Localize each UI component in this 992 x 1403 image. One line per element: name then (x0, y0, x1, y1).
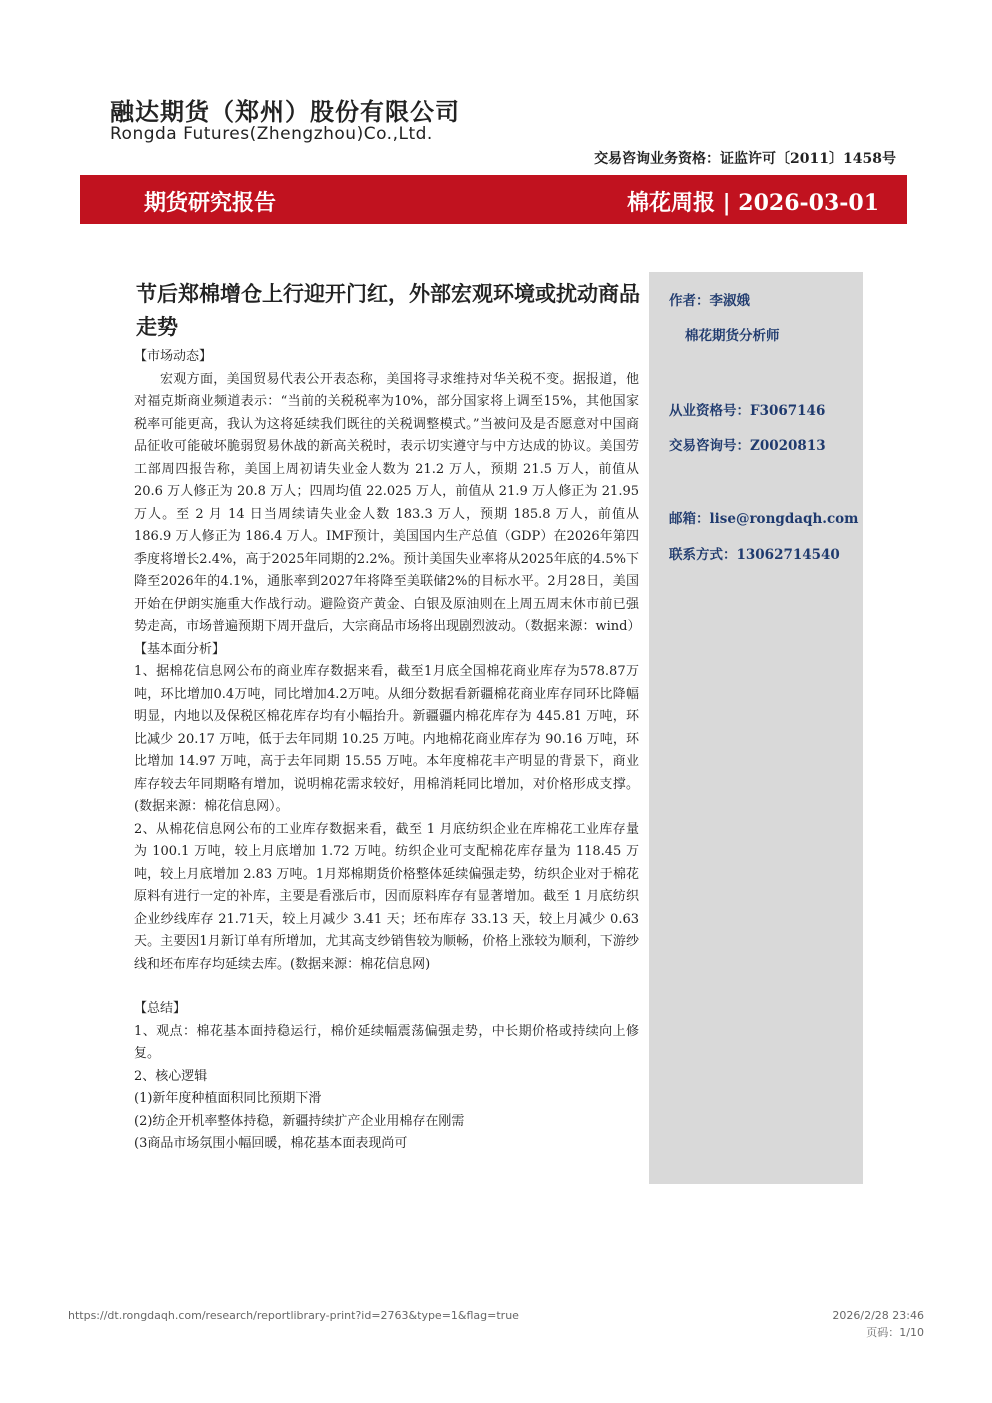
report-content (134, 346, 639, 1156)
section-heading-market: 【市场动态】 (134, 349, 213, 364)
company-name-cn: 融达期货（郑州）股份有限公司 (110, 97, 460, 126)
summary-logic-item-1: (1)新年度种植面积同比预期下滑 (134, 1091, 322, 1106)
license-info: 交易咨询业务资格：证监许可〔2011〕1458号 (594, 151, 896, 167)
report-series-date: 棉花周报 | 2026-03-01 (626, 190, 879, 216)
author-name: 作者：李淑娥 (669, 293, 750, 309)
author-role: 棉花期货分析师 (685, 328, 780, 344)
summary-logic-item-2: (2)纺企开机率整体持稳，新疆持续扩产企业用棉存在刚需 (134, 1113, 465, 1129)
qualification-number: 从业资格号：F3067146 (669, 403, 826, 419)
author-phone: 联系方式：13062714540 (669, 547, 840, 563)
report-type-label: 期货研究报告 (144, 190, 277, 216)
company-name-en: Rongda Futures(Zhengzhou)Co.,Ltd. (110, 124, 433, 144)
fundamentals-paragraph-2: 2、从棉花信息网公布的工业库存数据来看，截至 1 月底纺织企业在库棉花工业库存量为 100.1 万吨，较上月底增加 1.72 万吨。纺织企业可支配棉花库存量为 118.45 万吨，较上月底增加 2.83 万吨。1月郑棉期货价格整体延续偏强走势，纺织企业对于棉花原料有进行一定的补库，主要是看涨后市，因而原料库存有显著增加。截至 1 月底纺织企业纱线库存 21.71天，较上月减少 3.41 天；坯布库存 33.13 天，较上月减少 0.63天。主要因1月新订单有所增加，尤其高支纱销售较为顺畅，价格上涨较为顺利，下游纱线和坯布库存均延续去库。(数据来源：棉花信息网) (134, 821, 639, 972)
author-sidebar (649, 272, 863, 1184)
summary-view: 1、观点：棉花基本面持稳运行，棉价延续幅震荡偏强走势，中长期价格或持续向上修复。 (134, 1023, 639, 1061)
footer-page-number: 页码：1/10 (866, 1326, 924, 1339)
report-banner (80, 175, 907, 224)
consult-number: 交易咨询号：Z0020813 (669, 438, 826, 454)
fundamentals-paragraph-1: 1、据棉花信息网公布的商业库存数据来看，截至1月底全国棉花商业库存为578.87万吨，环比增加0.4万吨，同比增加4.2万吨。从细分数据看新疆棉花商业库存同环比降幅明显，内地以及保税区棉花库存均有小幅抬升。新疆疆内棉花库存为 445.81 万吨，环比减少 20.17 万吨，低于去年同期 10.25 万吨。内地棉花商业库存为 90.16 万吨，环比增加 14.97 万吨，高于去年同期 15.55 万吨。本年度棉花丰产明显的背景下，商业库存较去年同期略有增加，说明棉花需求较好，用棉消耗同比增加，对价格形成支撑。(数据来源：棉花信息网）。 (134, 664, 639, 814)
report-title: 节后郑棉增仓上行迎开门红，外部宏观环境或扰动商品走势 (136, 281, 640, 339)
footer-url: https://dt.rongdaqh.com/research/reportlibrary-print?id=2763&type=1&flag=true (68, 1309, 519, 1322)
author-email: 邮箱：lise@rongdaqh.com (669, 511, 859, 527)
market-paragraph: 宏观方面，美国贸易代表公开表态称，美国将寻求维持对华关税不变。据报道，他对福克斯商业频道表示：“当前的关税税率为10%，部分国家将上调至15%，其他国家税率可能更高，我认为这将延续我们既往的关税调整模式。”当被问及是否愿意对中国商品征收可能破坏脆弱贸易休战的新高关税时，表示切实遵守与中方达成的协议。美国劳工部周四报告称，美国上周初请失业金人数为 21.2 万人，预期 21.5 万人，前值从 20.6 万人修正为 20.8 万人；四周均值 22.025 万人，前值从 21.9 万人修正为 21.95 万人。至 2 月 14 日当周续请失业金人数 183.3 万人，预期 185.8 万人，前值从 186.9 万人修正为 186.4 万人。IMF预计，美国国内生产总值（GDP）在2026年第四季度将增长2.4%，高于2025年同期的2.2%。预计美国失业率将从2025年底的4.5%下降至2026年的4.1%，通胀率到2027年将降至美联储2%的目标水平。2月28日，美国开始在伊朗实施重大作战行动。避险资产黄金、白银及原油则在上周五周末休市前已强势走高，市场普遍预期下周开盘后，大宗商品市场将出现剧烈波动。（数据来源：wind） (134, 371, 641, 634)
section-heading-fundamentals: 【基本面分析】 (134, 641, 226, 657)
section-heading-summary: 【总结】 (134, 1001, 187, 1016)
summary-logic-item-3: (3商品市场氛围小幅回暖，棉花基本面表现尚可 (134, 1136, 408, 1151)
summary-logic-heading: 2、核心逻辑 (134, 1068, 208, 1084)
footer-datetime: 2026/2/28 23:46 (832, 1309, 924, 1322)
